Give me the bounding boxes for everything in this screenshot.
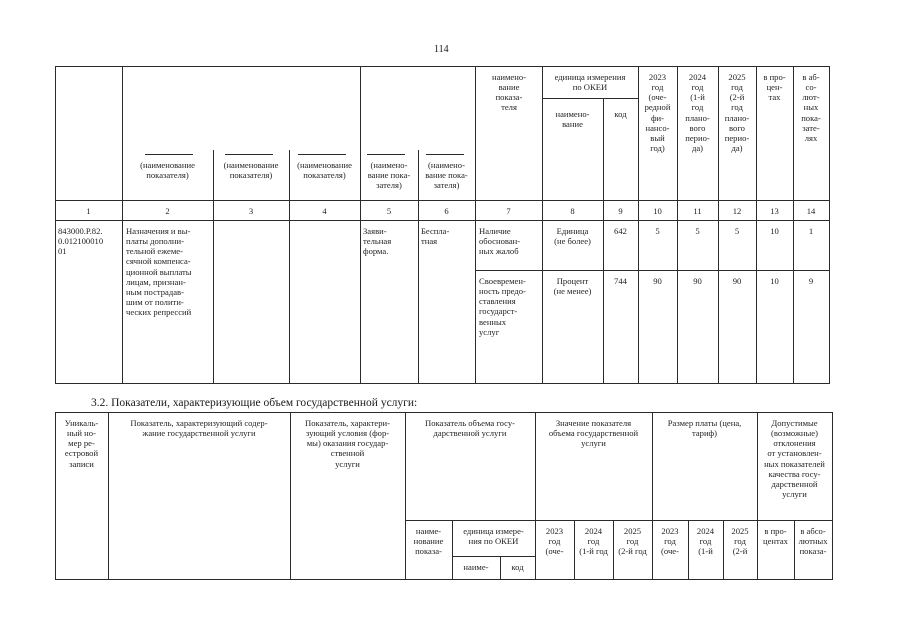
column-number: 6 xyxy=(444,206,449,216)
subheader-deviation-percent: в про- центах xyxy=(763,526,788,547)
header-allowed-deviation: Допустимые (возможные) отклонения от установлен- ных показателей качества госу- дарственной услуги xyxy=(764,418,825,499)
header-fee: Размер платы (цена, тариф) xyxy=(667,418,742,439)
subheader-value-2025: 2025 год (2-й год xyxy=(618,526,647,557)
subheader-unit-okei: единица измере- ния по ОКЕИ xyxy=(463,526,524,547)
condition-form: Заяви- тельная форма. xyxy=(363,226,392,257)
registry-number: 843000.Р.82. 0.012100010 01 xyxy=(58,226,104,257)
header-unit-okei: единица измерения по ОКЕИ xyxy=(554,72,626,93)
indicator-value-2025: 90 xyxy=(732,276,742,286)
header-volume-indicator: Показатель объема госу- дарственной услуги xyxy=(424,418,515,439)
indicator-code: 642 xyxy=(614,226,627,236)
column-number: 9 xyxy=(618,206,623,216)
indicator-name: Наличие обоснован- ных жалоб xyxy=(479,226,521,257)
indicator-value-2023: 90 xyxy=(653,276,662,286)
subheader-value-2023: 2023 год (оче- xyxy=(545,526,564,557)
indicator-label-1: (наименование показателя) xyxy=(140,160,195,181)
indicator-unit: Единица (не более) xyxy=(554,226,591,247)
header-indicator-name: наимено- вание показа- теля xyxy=(491,72,527,113)
column-number: 1 xyxy=(86,206,91,216)
indicator-label-4: (наимено- вание пока- зателя) xyxy=(367,160,411,191)
indicator-label-2: (наименование показателя) xyxy=(223,160,279,181)
header-absolute: в аб- со- лют- ных пока- зате- лях xyxy=(801,72,821,143)
header-unit-code: код xyxy=(614,109,627,119)
header-volume-value: Значение показателя объема государственной услуги xyxy=(548,418,639,449)
subheader-value-2024: 2024 год (1-й год xyxy=(579,526,608,557)
subheader-indicator-name: наиме- нование показа- xyxy=(413,526,444,557)
header-year-2025: 2025 год (2-й год плано- вого перио- да) xyxy=(724,72,750,153)
column-number: 11 xyxy=(693,206,702,216)
header-percent: в про- цен- тах xyxy=(763,72,786,103)
subheader-fee-2025: 2025 год (2-й xyxy=(731,526,749,557)
indicator-label-5: (наимено- вание пока- зателя) xyxy=(425,160,468,191)
subheader-fee-2023: 2023 год (оче- xyxy=(661,526,679,557)
header-year-2023: 2023 год (оче- редной фи- нансо- вый год) xyxy=(644,72,671,153)
condition-fee: Беспла- тная xyxy=(421,226,450,247)
indicator-deviation-percent: 10 xyxy=(770,276,779,286)
column-number: 13 xyxy=(770,206,779,216)
indicator-value-2023: 5 xyxy=(655,226,660,236)
section-title: 3.2. Показатели, характеризующие объем государственной услуги: xyxy=(91,397,418,409)
header-unit-name: наимено- вание xyxy=(555,109,590,130)
column-number: 2 xyxy=(165,206,170,216)
page-number: 114 xyxy=(434,44,449,55)
column-number: 10 xyxy=(653,206,662,216)
header-year-2024: 2024 год (1-й год плано- вого перио- да) xyxy=(685,72,710,153)
indicator-name: Своевремен- ность предо- ставления государст- венных услуг xyxy=(479,276,526,337)
subheader-deviation-absolute: в абсо- лютных показа- xyxy=(798,526,828,557)
indicator-deviation-absolute: 9 xyxy=(808,276,814,286)
indicator-deviation-percent: 10 xyxy=(770,226,779,236)
subheader-unit-code: код xyxy=(511,562,524,572)
column-number: 5 xyxy=(386,206,392,216)
subheader-fee-2024: 2024 год (1-й xyxy=(696,526,715,557)
header-unique-number: Уникаль- ный но- мер ре- естровой записи xyxy=(64,418,99,469)
indicator-deviation-absolute: 1 xyxy=(808,226,814,236)
column-number: 4 xyxy=(322,206,327,216)
indicator-label-3: (наименование показателя) xyxy=(297,160,352,181)
indicator-unit: Процент (не менее) xyxy=(553,276,592,297)
column-number: 8 xyxy=(570,206,575,216)
indicator-value-2025: 5 xyxy=(734,226,740,236)
indicator-code: 744 xyxy=(614,276,627,286)
indicator-value-2024: 90 xyxy=(693,276,702,286)
service-content: Назначения и вы- платы дополни- тельной ежеме- сячной компенса- ционной выплаты лицам, признан- ным пострадав- шим от полити- ческих репрессий xyxy=(126,226,192,318)
column-number: 7 xyxy=(506,206,511,216)
subheader-unit-name: наиме- xyxy=(463,562,489,572)
column-number: 12 xyxy=(732,206,742,216)
column-number: 14 xyxy=(806,206,816,216)
header-content-indicator: Показатель, характеризующий содер- жание государственной услуги xyxy=(130,418,268,439)
indicator-value-2024: 5 xyxy=(695,226,700,236)
column-number: 3 xyxy=(248,206,254,216)
header-conditions-indicator: Показатель, характери- зующий условия (фор- мы) оказания государ- ственной услуги xyxy=(305,418,390,469)
